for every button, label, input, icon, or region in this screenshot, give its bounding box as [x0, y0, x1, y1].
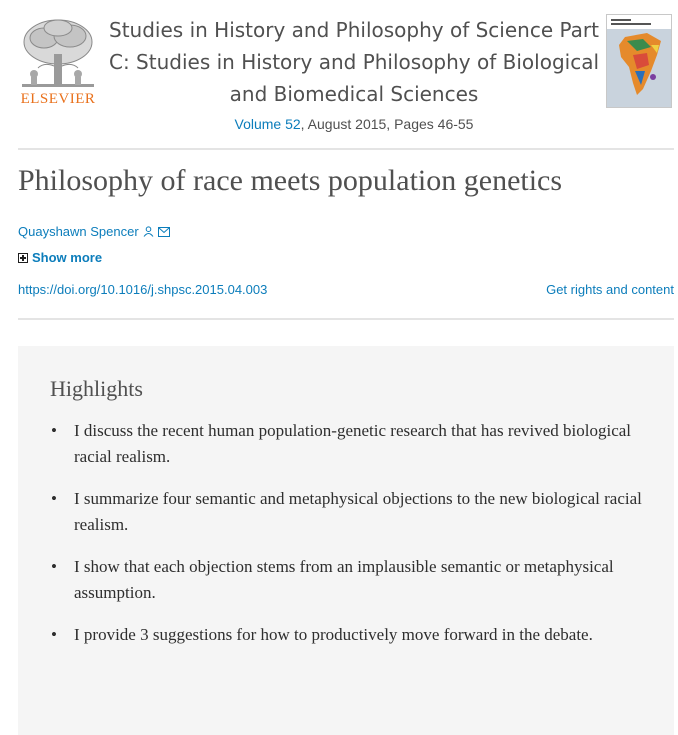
highlight-text: I discuss the recent human population-genetic research that has revived biological racial realism.	[74, 421, 632, 466]
tree-engraving-icon	[14, 14, 102, 94]
show-more-button[interactable]	[18, 250, 102, 265]
bullet-icon: •	[51, 489, 57, 508]
envelope-icon[interactable]	[158, 227, 170, 237]
highlight-text: I show that each objection stems from an implausible semantic or metaphysical assumption.	[74, 557, 614, 602]
doi-link[interactable]: https://doi.org/10.1016/j.shpsc.2015.04.003	[18, 282, 268, 297]
highlights-heading: Highlights	[50, 376, 143, 401]
person-icon[interactable]	[143, 226, 154, 237]
highlight-item	[50, 622, 646, 648]
bullet-icon: •	[51, 625, 57, 644]
bullet-icon: •	[51, 421, 57, 440]
journal-title[interactable]: Studies in History and Philosophy of Science Part C: Studies in History and Philosophy of Biological and Biomedical Sciences	[109, 18, 599, 106]
header-divider	[18, 148, 674, 150]
volume-link[interactable]: Volume 52	[234, 116, 301, 132]
highlights-list	[50, 418, 646, 664]
bullet-icon: •	[51, 557, 57, 576]
show-more-label: Show more	[32, 250, 103, 265]
rights-and-content-link[interactable]: Get rights and content	[546, 282, 674, 297]
issue-info	[106, 116, 602, 132]
issue-date-pages: , August 2015, Pages 46-55	[300, 116, 474, 132]
highlight-text: I summarize four semantic and metaphysical objections to the new biological racial realism.	[74, 489, 642, 534]
journal-cover-image[interactable]	[606, 14, 672, 108]
highlight-text: I provide 3 suggestions for how to productively move forward in the debate.	[74, 625, 593, 644]
highlight-item	[50, 554, 646, 606]
meta-divider	[18, 318, 674, 320]
highlight-item	[50, 418, 646, 470]
journal-header	[0, 0, 678, 140]
publisher-name: ELSEVIER	[20, 91, 96, 107]
cover-map-icon	[607, 15, 671, 107]
article-title: Philosophy of race meets population genetics	[18, 164, 563, 197]
highlights-section	[18, 346, 674, 735]
plus-box-icon	[18, 253, 28, 263]
author-name-link[interactable]: Quayshawn Spencer	[18, 224, 139, 239]
highlight-item	[50, 486, 646, 538]
author-row	[18, 224, 170, 239]
